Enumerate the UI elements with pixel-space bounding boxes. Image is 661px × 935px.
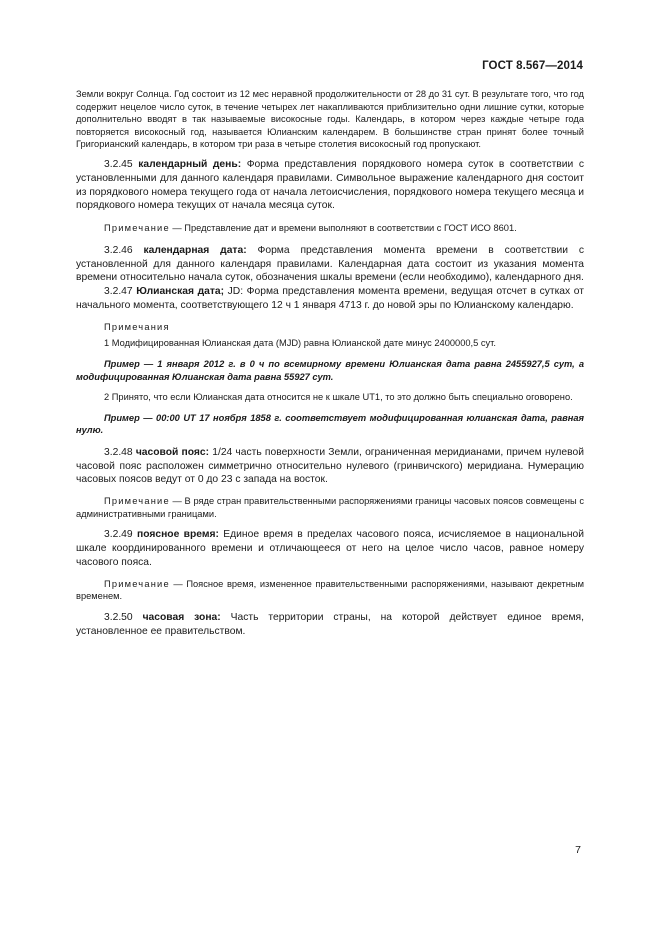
example-1: Пример — 1 января 2012 г. в 0 ч по всемирному времени Юлианская дата равна 2455927,5 сут, а модифицированная Юлианская дата равна 55927 сут. — [76, 358, 584, 382]
term-number: 3.2.46 — [104, 244, 133, 256]
notes-label: Примечания — [104, 321, 170, 332]
note-text: — Представление дат и времени выполняют в соответствии с ГОСТ ИСО 8601. — [169, 223, 517, 234]
term-definition: Единое время в пределах часового пояса, исчисляемое в национальной шкале координированного времени и отличающееся от него на целое число часов, равное номеру часового пояса. — [76, 529, 584, 569]
document-id-header: ГОСТ 8.567—2014 — [482, 60, 583, 72]
term-name: календарный день: — [138, 158, 242, 170]
term-definition: Часть территории страны, на которой действует единое время, установленное ее правительством. — [76, 612, 584, 637]
term-name: часовой пояс: — [135, 446, 210, 458]
term-number: 3.2.45 — [104, 158, 133, 170]
note-text: — Поясное время, измененное правительственными распоряжениями, называют декретным временем. — [76, 578, 584, 602]
note-label: Примечание — [104, 578, 170, 589]
term-number: 3.2.49 — [104, 529, 133, 541]
term-number: 3.2.48 — [104, 446, 133, 458]
note-label: Примечание — [104, 223, 170, 234]
term-3-2-46 — [76, 244, 584, 285]
term-definition: Форма представления момента времени в соответствии с установленной для данного календаря правилами. Календарная дата состоит из указания момента времени относительно начала суток, обозначения шкалы времени (если необходимо), календарного дня. — [76, 244, 584, 284]
note-1: 1 Модифицированная Юлианская дата (MJD) равна Юлианской дате минус 2400000,5 сут. — [104, 338, 496, 349]
intro-paragraph: Земли вокруг Солнца. Год состоит из 12 мес неравной продолжительности от 28 до 31 сут. В результате того, что год содержит нецелое число суток, в течение четырех лет накапливаются приблизительно одни лишние сутки, которые дополнительно вводят в так называемые високосные годы. Календарь, в котором через каждые четыре года повторяется високосный год, называется Юлианским календарем. В большинстве стран принят более точный Григорианский календарь, в котором три раза в четыре столетия високосный год пропускают. — [76, 89, 584, 150]
document-body — [76, 88, 584, 639]
term-definition: 1/24 часть поверхности Земли, ограниченная меридианами, причем нулевой часовой пояс расположен симметрично относительно нулевого (гринвичского) меридиана. Нумерацию часовых поясов ведут от 0 до 23 с запада на восток. — [76, 446, 584, 486]
term-3-2-45 — [76, 158, 584, 213]
note-label: Примечание — [104, 496, 170, 507]
term-name: часовая зона: — [142, 612, 221, 624]
term-name: календарная дата: — [143, 244, 247, 256]
note-text: — В ряде стран правительственными распоряжениями границы часовых поясов совмещены с административными границами. — [76, 496, 584, 519]
term-3-2-49 — [76, 528, 584, 569]
page-number: 7 — [575, 844, 581, 856]
term-name: поясное время: — [136, 529, 219, 541]
note-3-2-45 — [76, 222, 584, 235]
term-number: 3.2.47 — [104, 286, 133, 298]
term-definition: Форма представления порядкового номера суток в соответствии с установленными для данного календаря правилами. Символьное выражение календарного дня состоит из порядкового номера текущего года от начала летоисчисления, порядкового номера текущего месяца и порядкового номера текущих от начала месяца суток. — [76, 158, 584, 212]
term-3-2-50 — [76, 611, 584, 639]
term-3-2-47 — [76, 285, 584, 313]
term-definition: JD: Форма представления момента времени, ведущая отсчет в сутках от начального момента, соответствующего 12 ч 1 января 4713 г. до новой эры по Юлианскому календарю. — [76, 286, 584, 311]
term-3-2-48 — [76, 446, 584, 487]
example-2: Пример — 00:00 UT 17 ноября 1858 г. соответствует модифицированная юлианская дата, равная нулю. — [76, 412, 584, 436]
term-number: 3.2.50 — [104, 612, 133, 624]
note-3-2-48 — [76, 495, 584, 520]
note-3-2-49 — [76, 578, 584, 603]
term-name: Юлианская дата; — [136, 286, 225, 298]
note-2: 2 Принято, что если Юлианская дата относится не к шкале UT1, то это должно быть специально оговорено. — [104, 392, 573, 403]
